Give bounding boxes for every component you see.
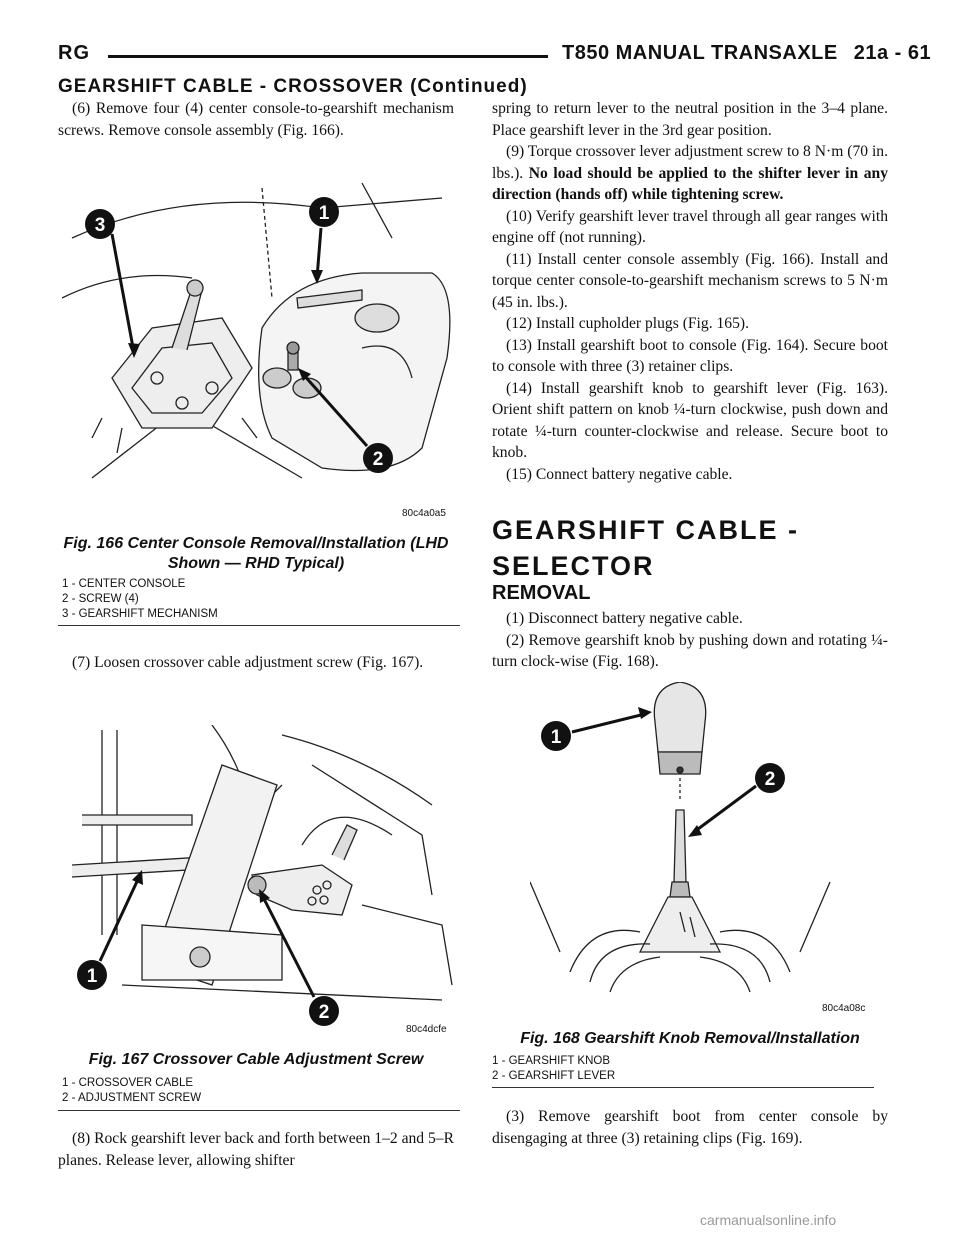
fig168-caption: Fig. 168 Gearshift Knob Removal/Installation — [520, 1030, 860, 1047]
fig167-rule — [58, 1110, 460, 1111]
left-column-mid — [58, 652, 454, 674]
fig168-legend-item: 2 - GEARSHIFT LEVER — [492, 1070, 616, 1082]
step-11: (11) Install center console assembly (Fig. 166). Install and torque center console-to-gearshift mechanism screws to 5 N·m (45 in. lbs.). — [492, 250, 888, 311]
right-column-removal — [492, 608, 888, 673]
step-12: (12) Install cupholder plugs (Fig. 165). — [506, 315, 749, 332]
section-heading-line2: SELECTOR — [492, 551, 655, 581]
fig166-illustration — [62, 178, 458, 516]
removal-step-1: (1) Disconnect battery negative cable. — [506, 610, 743, 627]
fig167-caption: Fig. 167 Crossover Cable Adjustment Screw — [88, 1051, 424, 1068]
fig166-code: 80c4a0a5 — [402, 508, 446, 519]
right-column-top — [492, 98, 888, 485]
fig168-illustration — [530, 682, 870, 1000]
fig168-legend-item: 1 - GEARSHIFT KNOB — [492, 1055, 611, 1067]
fig168-rule — [492, 1087, 874, 1088]
step-6: (6) Remove four (4) center console-to-gearshift mechanism screws. Remove console assembly (Fig. 166). — [58, 100, 454, 139]
manual-title: T850 MANUAL TRANSAXLE — [562, 42, 838, 64]
fig167-legend — [62, 1076, 201, 1106]
fig166-legend — [62, 577, 218, 622]
fig166-rule — [58, 625, 460, 626]
fig166-caption: Fig. 166 Center Console Removal/Installation (LHD Shown — RHD Typical) — [63, 535, 449, 572]
removal-step-2: (2) Remove gearshift knob by pushing down and rotating ¼-turn clock-wise (Fig. 168). — [492, 631, 888, 670]
section-heading — [492, 512, 799, 584]
step-9-warning: No load should be applied to the shifter lever in any direction (hands off) while tightening screw. — [492, 164, 888, 203]
fig166-legend-item: 2 - SCREW (4) — [62, 593, 139, 605]
fig166-callout-3: 3 — [94, 215, 106, 236]
fig168-code: 80c4a08c — [822, 1003, 866, 1014]
fig168-callout-2: 2 — [764, 769, 776, 790]
fig167-callout-1: 1 — [86, 966, 98, 987]
subheading-removal: REMOVAL — [492, 582, 591, 604]
left-column-top — [58, 98, 454, 141]
step-9 — [492, 141, 888, 206]
header-left: RG — [58, 42, 90, 64]
step-15: (15) Connect battery negative cable. — [506, 465, 733, 483]
fig166-legend-item: 1 - CENTER CONSOLE — [62, 578, 186, 590]
fig166-legend-item: 3 - GEARSHIFT MECHANISM — [62, 608, 218, 620]
left-column-bottom — [58, 1128, 454, 1171]
step-9-text: (9) Torque crossover lever adjustment screw to 8 N·m (70 in. lbs.). — [492, 143, 888, 182]
fig168-callout-1: 1 — [550, 727, 562, 748]
page-number: 21a - 61 — [853, 42, 932, 64]
right-column-bottom — [492, 1106, 888, 1149]
step-13: (13) Install gearshift boot to console (Fig. 164). Secure boot to console with three (3) retainer clips. — [492, 336, 888, 375]
step-14: (14) Install gearshift knob to gearshift lever (Fig. 163). Orient shift pattern on knob ¼-turn clockwise, push down and rotate ¼-turn counter-clockwise and release. Secure boot to knob. — [492, 379, 888, 461]
step-8: (8) Rock gearshift lever back and forth between 1–2 and 5–R planes. Release lever, allowing shifter — [58, 1130, 454, 1169]
fig167-callout-2: 2 — [318, 1002, 330, 1023]
removal-step-3: (3) Remove gearshift boot from center console by disengaging at three (3) retaining clips (Fig. 169). — [492, 1108, 888, 1147]
fig166-callout-2: 2 — [372, 449, 384, 470]
step-8-continued: spring to return lever to the neutral position in the 3–4 plane. Place gearshift lever in the 3rd gear position. — [492, 100, 888, 139]
step-7: (7) Loosen crossover cable adjustment screw (Fig. 167). — [72, 654, 424, 671]
watermark: carmanualsonline.info — [700, 1212, 837, 1228]
fig167-code: 80c4dcfe — [406, 1024, 447, 1035]
step-10: (10) Verify gearshift lever travel through all gear ranges with engine off (not running). — [492, 207, 888, 246]
fig167-illustration — [62, 725, 458, 1035]
fig167-legend-item: 1 - CROSSOVER CABLE — [62, 1077, 194, 1089]
header-rule — [108, 55, 548, 58]
fig168-legend — [492, 1054, 615, 1084]
section-title: GEARSHIFT CABLE - CROSSOVER (Continued) — [58, 76, 528, 97]
fig166-callout-1: 1 — [318, 203, 330, 224]
fig167-legend-item: 2 - ADJUSTMENT SCREW — [62, 1092, 202, 1104]
header-right — [562, 42, 931, 65]
section-heading-line1: GEARSHIFT CABLE - — [492, 515, 799, 545]
